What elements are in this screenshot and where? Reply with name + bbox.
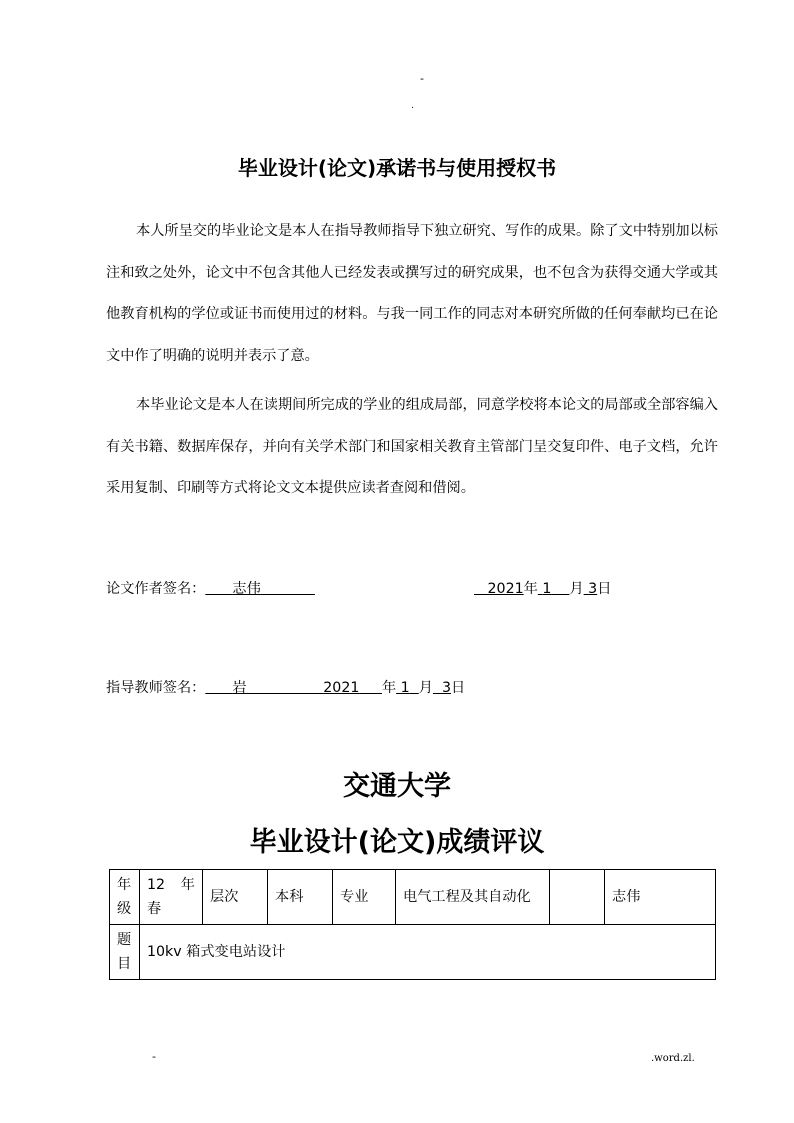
advisor-date-month-unit: 月 <box>418 680 433 696</box>
major-value: 电气工程及其自动化 <box>403 889 531 905</box>
author-signature-label: 论文作者签名： <box>106 581 206 597</box>
commitment-paragraph-1-text: 本人所呈交的毕业论文是本人在指导教师指导下独立研究、写作的成果。除了文中特别加以标注和致之处外，论文中不包含其他人已经发表或撰写过的研究成果，也不包含为获得交通大学或其他教育机构的学位或证书而使用过的材料。与我一同工作的同志对本研究所做的任何奉献均已在论文中作了明确的说明并表示了意。 <box>106 223 718 364</box>
footer-dash: - <box>152 1050 156 1063</box>
name-label-cell <box>550 870 605 925</box>
major-value-cell <box>396 870 550 925</box>
header-dot: . <box>411 101 414 111</box>
grade-label: 年级 <box>117 877 132 917</box>
table-row <box>110 870 716 925</box>
major-label: 专业 <box>340 889 369 905</box>
author-signature-date <box>474 578 611 598</box>
header-dash: - <box>420 72 424 85</box>
commitment-title: 毕业设计(论文)承诺书与使用授权书 <box>237 156 557 180</box>
author-date-day: 3 <box>588 581 598 597</box>
commitment-paragraph-2 <box>106 385 718 510</box>
advisor-date-year: 2021 <box>323 680 360 696</box>
topic-value: 10kv 箱式变电站设计 <box>147 944 286 960</box>
author-date-month-unit: 月 <box>569 581 584 597</box>
author-signature-name: 志伟 <box>232 581 261 597</box>
topic-value-cell <box>140 925 716 980</box>
author-date-month: 1 <box>542 581 552 597</box>
major-label-cell <box>333 870 396 925</box>
name-value-cell <box>605 870 716 925</box>
advisor-signature-name: 岩 <box>232 680 247 696</box>
grade-value: 12 年春 <box>147 877 195 917</box>
advisor-date-day: 3 <box>441 680 451 696</box>
advisor-date-year-unit: 年 <box>381 680 397 696</box>
commitment-paragraph-1 <box>106 211 718 377</box>
advisor-date-month: 1 <box>400 680 410 696</box>
evaluation-table <box>109 869 716 980</box>
grade-label-cell <box>110 870 140 925</box>
author-date-day-unit: 日 <box>597 581 612 597</box>
grade-value-cell <box>140 870 203 925</box>
advisor-signature-line <box>106 677 465 697</box>
author-date-year-unit: 年 <box>523 581 538 597</box>
level-label-cell <box>203 870 268 925</box>
level-label: 层次 <box>210 889 239 905</box>
school-name: 交通大学 <box>343 771 451 802</box>
level-value-cell <box>268 870 333 925</box>
author-date-year: 2021 <box>487 581 524 597</box>
evaluation-title: 毕业设计(论文)成绩评议 <box>249 827 545 858</box>
footer-watermark-text: .word.zl. <box>651 1053 695 1064</box>
name-value: 志伟 <box>612 889 641 905</box>
author-signature-line <box>106 578 315 598</box>
advisor-date-day-unit: 日 <box>450 680 466 696</box>
table-row <box>110 925 716 980</box>
topic-label-cell <box>110 925 140 980</box>
commitment-paragraph-2-text: 本毕业论文是本人在读期间所完成的学业的组成局部，同意学校将本论文的局部或全部容编入有关书籍、数据库保存，并向有关学术部门和国家相关教育主管部门呈交复印件、电子文档，允许采用复制、印刷等方式将论文文本提供应读者查阅和借阅。 <box>106 397 718 497</box>
advisor-signature-label: 指导教师签名： <box>106 680 206 696</box>
topic-label: 题目 <box>117 932 132 972</box>
level-value: 本科 <box>275 889 304 905</box>
